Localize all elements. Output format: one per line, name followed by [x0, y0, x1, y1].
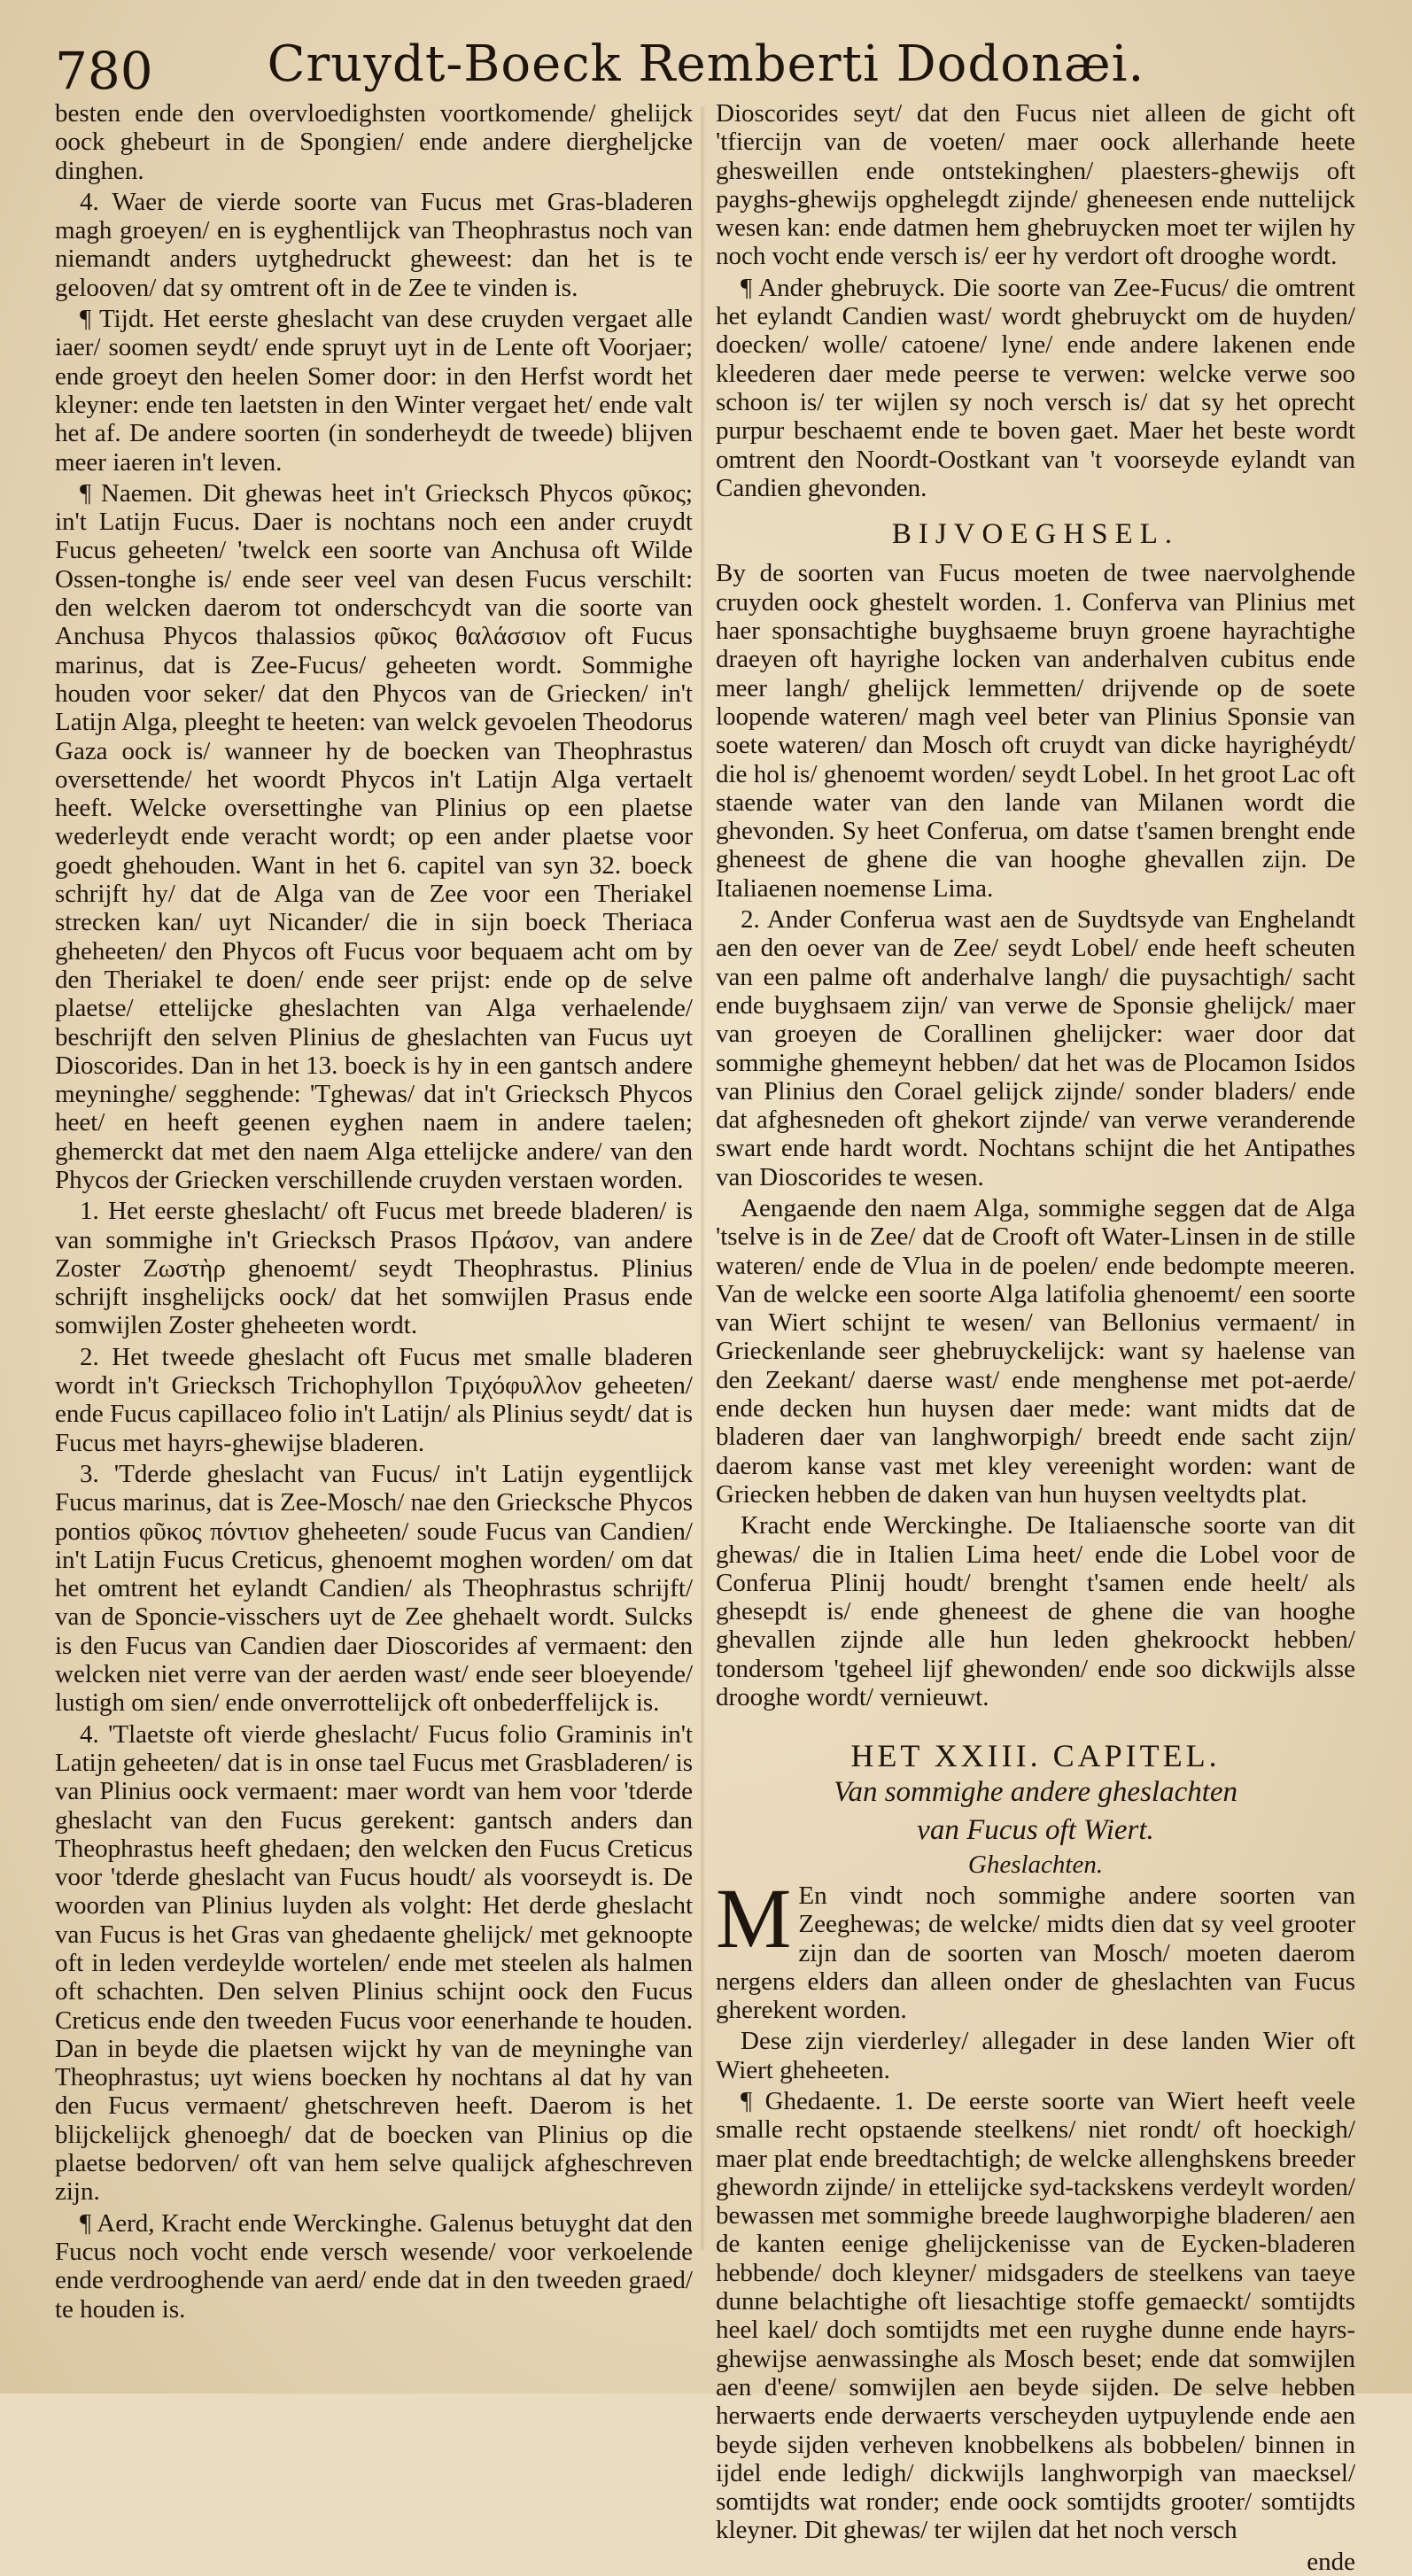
paragraph: Dese zijn vierderley/ allegader in dese landen Wier oft Wiert gheheeten.	[716, 2027, 1355, 2084]
paragraph: By de soorten van Fucus moeten de twee naervolghende cruyden oock ghestelt worden. 1. Conferva van Plinius met haer sponsachtighe buyghsaeme bruyn groene hayrachtighe draeyen oft hayrighe locken van anderhalven cubitus ende meer langh/ ghelijck lemmetten/ drijvende op de soete loopende wateren/ magh veel beter van Plinius Sponsie van soete wateren/ dan Mosch oft cruydt van dicke hayrighéydt/ die hol is/ ghenoemt worden/ seydt Lobel. In het groot Lac oft staende water van den lande van Milanen wordt die ghevonden. Sy heet Conferua, om datse t'samen brenght ende gheneest de ghene die van hooghe ghevallen zijn. De Italiaenen noemense Lima.	[716, 559, 1355, 903]
right-column	[716, 99, 1355, 2576]
drop-cap: M	[716, 1870, 792, 1966]
paragraph: 3. 'Tderde gheslacht van Fucus/ in't Latijn eygentlijck Fucus marinus, dat is Zee-Mosch/ nae den Griecksche Phycos pontios φῦκος πόντιον gheheeten/ soude Fucus van Candien/ in't Latijn Fucus Creticus, ghenoemt moghen worden/ om dat het omtrent het eylandt Candien/ als Theophrastus schrijft/ van de Sponcie-visschers uyt de Zee ghehaelt wordt. Sulcks is den Fucus van Candien daer Dioscorides af vermaent: den welcken niet verre van der aerden wast/ ende seer bloeyende/ lustigh om sien/ ende onverrottelijck oft onbederffelijck is.	[55, 1459, 693, 1718]
paragraph: 1. Het eerste gheslacht/ oft Fucus met breede bladeren/ is van sommighe in't Griecksch Prasos Πράσον, van andere Zoster Ζωστὴρ ghenoemt/ seydt Theophrastus. Plinius schrijft insghelijcks oock/ dat het somwijlen Prasus ende somwijlen Zoster gheheeten wordt.	[55, 1197, 693, 1340]
left-column	[55, 99, 693, 2324]
section-heading-bijvoeghsel: BIJVOEGHSEL.	[891, 518, 1180, 551]
running-title: Cruydt-Boeck Remberti Dodonæi.	[267, 35, 1145, 93]
catchword: ende	[1307, 2547, 1355, 2576]
paragraph: 4. Waer de vierde soorte van Fucus met Gras-bladeren magh groeyen/ en is eyghentlijck van Theophrastus noch van niemandt anders uytghedruckt gheweest: dan het is te gelooven/ dat sy omtrent oft in de Zee te vinden is.	[55, 187, 693, 302]
paragraph: ¶ Tijdt. Het eerste gheslacht van dese cruyden vergaet alle iaer/ soomen seydt/ ende spruyt uyt in de Lente oft Voorjaer; ende groeyt den heelen Somer door: in den Herfst wordt het kleyner: ende ten laetsten in den Winter vergaet het/ ende valt het af. De andere soorten (in sonderheydt de tweede) blijven meer iaeren in't leven.	[55, 305, 693, 477]
paragraph: 2. Het tweede gheslacht oft Fucus met smalle bladeren wordt in't Griecksch Trichophyllon Τριχόφυλλον geheeten/ ende Fucus capillaceo folio in't Latijn/ als Plinius seydt/ dat is Fucus met hayrs-ghewijse bladeren.	[55, 1342, 693, 1457]
paragraph: besten ende den overvloedighsten voortkomende/ ghelijck oock ghebeurt in de Spongien/ ende andere diergheljcke dinghen.	[55, 99, 693, 185]
chapter-subtitle: van Fucus oft Wiert.	[917, 1813, 1154, 1846]
chapter-subtitle: Van sommighe andere gheslachten	[833, 1775, 1238, 1808]
chapter-title: HET XXIII. CAPITEL.	[850, 1738, 1221, 1774]
paragraph: 2. Ander Conferua wast aen de Suydtsyde van Enghelandt aen den oever van de Zee/ seydt Lobel/ ende heeft scheuten van een palme oft anderhalve langh/ die puysachtigh/ sacht ende buyghsaem zijn/ van verwe de Sponsie ghelijck/ maer van groeyen de Corallinen ghelijcker: waer door dat sommighe ghemeynt hebben/ dat het was de Plocamon Isidos van Plinius den Corael gelijck zijnde/ sonder bladers/ ende dat afghesneden oft ghekort zijnde/ van verwe veranderende swart ende hardt wordt. Nochtans schijnt die het Antipathes van Dioscorides te wesen.	[716, 905, 1355, 1191]
paragraph: ¶ Naemen. Dit ghewas heet in't Griecksch Phycos φῦκος; in't Latijn Fucus. Daer is nochtans noch een ander cruydt Fucus geheeten/ 'twelck een soorte van Anchusa oft Wilde Ossen-tonghe is/ ende seer veel van desen Fucus verschilt: den welcken daerom tot onderschcydt van die soorte van Anchusa Phycos thalassios φῦκος θαλάσσιον oft Fucus marinus, dat is Zee-Fucus/ geheeten wordt. Sommighe houden voor seker/ dat den Phycos van de Griecken/ in't Latijn Alga, pleeght te heeten: van welck gevoelen Theodorus Gaza oock is/ wanneer hy de boecken van Theophrastus oversettende/ het woordt Phycos in't Latijn Alga vertaelt heeft. Welcke oversettinghe van Plinius op een plaetse wederleydt ende veracht wordt; op een ander plaetse voor goedt ghehouden. Want in het 6. capitel van syn 32. boeck schrijft hy/ dat de Alga van de Zee voor een Theriakel strecken kan/ uyt Nicander/ die in sijn boeck Theriaca gheheeten/ den Phycos oft Fucus voor bequaem acht om by den Theriakel te doen/ ende seer prijst: ende op de selve plaetse/ ettelijcke gheslachten van Alga verhaelende/ beschrijft den selven Plinius de gheslachten van Fucus uyt Dioscorides. Dan in het 13. boeck is hy in een gantsch andere meyninghe/ segghende: 'Tghewas/ dat in't Griecksch Phycos heet/ en heeft geenen eyghen naem in andere taelen; ghemerckt dat met den naem Alga ettelijcke andere/ van den Phycos der Griecken verschillende cruyden verstaen worden.	[55, 478, 693, 1194]
column-gutter	[700, 106, 705, 2250]
paragraph: ¶ Ander ghebruyck. Die soorte van Zee-Fucus/ die omtrent het eylandt Candien wast/ wordt ghebruyckt om de huyden/ doecken/ wolle/ catoene/ lyne/ ende andere lakenen ende kleederen daer mede peerse te verwen: welcke verwe soo schoon is/ ter wijlen sy noch versch is/ dat sy het oprecht purpur beschaemt ende te boven gaet. Maer het beste wordt omtrent den Noordt-Oostkant van 't voorseyde eylandt van Candien ghevonden.	[716, 273, 1355, 502]
paragraph: Dioscorides seyt/ dat den Fucus niet alleen de gicht oft 'tfiercijn van de voeten/ maer oock allerhande heete ghesweillen ende ontstekinghen/ plaesters-ghewijs oft payghs-ghewijs opghelegdt zijnde/ gheneesen ende nuttelijck wesen kan: ende datmen hem ghebruycken moet ter wijlen hy noch vocht ende versch is/ eer hy verdort oft drooghe wordt.	[716, 99, 1355, 271]
paragraph: ¶ Aerd, Kracht ende Werckinghe. Galenus betuyght dat den Fucus noch vocht ende versch wesende/ voor verkoelende ende verdrooghende van aerd/ ende dat in den tweeden graed/ te houden is.	[55, 2208, 693, 2324]
paragraph: ¶ Ghedaente. 1. De eerste soorte van Wiert heeft veele smalle recht opstaende steelkens/ niet rondt/ oft hoeckigh/ maer plat ende breedtachtigh; de welcke allenghskens breeder ghewordn zijnde/ in ettelijcke syd-tackskens verdeylt worden/ bewassen met sommighe breede laughworpighe bladeren/ aen de kanten eenige ghelijckenisse van de Eycken-bladeren hebbende/ doch kleyner/ midsgaders de steelkens van taeye dunne belachtighe oft liesachtige stoffe gemaeckt/ somtijdts heel kael/ doch somtijdts met een ruyghe dunne ende hayrs-ghewijse aenwassinghe als Mosch beset; ende dat somwijlen aen d'eene/ somwijlen aen beyde sijden. De selve hebben herwaerts ende derwaerts verscheyden uytpuylende ende aen beyde sijden verheven knobbelkens als bobbelen/ binnen in ijdel ende ledigh/ dickwijls langhworpigh van maecksel/ somtijdts wat ronder; ende oock somtijdts grooter/ somtijdts kleyner. Dit ghewas/ ter wijlen dat het noch versch	[716, 2087, 1355, 2545]
section-heading-gheslachten: Gheslachten.	[967, 1850, 1104, 1879]
chapter-opening-paragraph	[716, 1870, 1355, 2025]
page-header	[0, 25, 1412, 105]
paragraph: Aengaende den naem Alga, sommighe seggen dat de Alga 'tselve is in de Zee/ dat de Crooft oft Water-Linsen in de stille wateren/ ende de Vlua in de poelen/ ende bedompte meeren. Van de welcke een soorte Alga latifolia ghenoemt/ een soorte van Wiert schijnt te wesen/ van Bellonius vermaent/ in Grieckenlande seer ghebruyckelijck: want sy haelense van den Zeekant/ daerse wast/ ende menghense met pot-aerde/ ende decken hun huysen daer mede: want midts dat de bladeren daer van langhworpigh/ breedt ende sacht zijn/ daerom kanse vast met kley vereenight worden: want de Griecken hebben de daken van hun huysen veeltydts plat.	[716, 1193, 1355, 1509]
page-number: 780	[55, 41, 153, 101]
paragraph: 4. 'Tlaetste oft vierde gheslacht/ Fucus folio Graminis in't Latijn geheeten/ dat is in onse tael Fucus met Grasbladeren/ is van Plinius oock vermaent: maer wordt van hem voor 'tderde gheslacht van den Fucus gerekent: gantsch anders dan Theophrastus heeft ghedaen; den welcken den Fucus Creticus voor 'tderde gheslacht van Fucus houdt/ als voorseydt is. De woorden van Plinius luyden als volght: Het derde gheslacht van Fucus is het Gras van ghedaente ghelijck/ met geknoopte oft in leden verdeylde wortelen/ ende met steelen als halmen oft schachten. Den selven Plinius schijnt oock den Fucus Creticus ende den tweeden Fucus voor eenerhande te houden. Dan in beyde die plaetsen wijckt hy van de meyninghe van Theophrastus; uyt wiens boecken hy nochtans al dat hy van den Fucus vermaent/ ghetschreven heeft. Daerom is het blijckelijck ghenoegh/ dat de boecken van Plinius op die plaetse bedorven/ oft van hem selve qualijck afgheschreven zijn.	[55, 1719, 693, 2207]
paragraph-text: En vindt noch sommighe andere soorten van Zeeghewas; de welcke/ midts dien dat sy veel grooter zijn dan de soorten van Mosch/ moeten daerom nergens elders dan alleen onder de gheslachten van Fucus gherekent worden.	[716, 1881, 1355, 2025]
paragraph: Kracht ende Werckinghe. De Italiaensche soorte van dit ghewas/ die in Italien Lima heet/ ende die Lobel voor de Conferua Plinij houdt/ brenght t'samen ende heelt/ als ghesepdt is/ ende gheneest de ghene die van hooghe ghevallen zijnde alle hun leden ghekroockt hebben/ tondersom 'tgeheel lijf ghewonden/ ende soo dickwijls alsse drooghe wordt/ vernieuwt.	[716, 1511, 1355, 1712]
